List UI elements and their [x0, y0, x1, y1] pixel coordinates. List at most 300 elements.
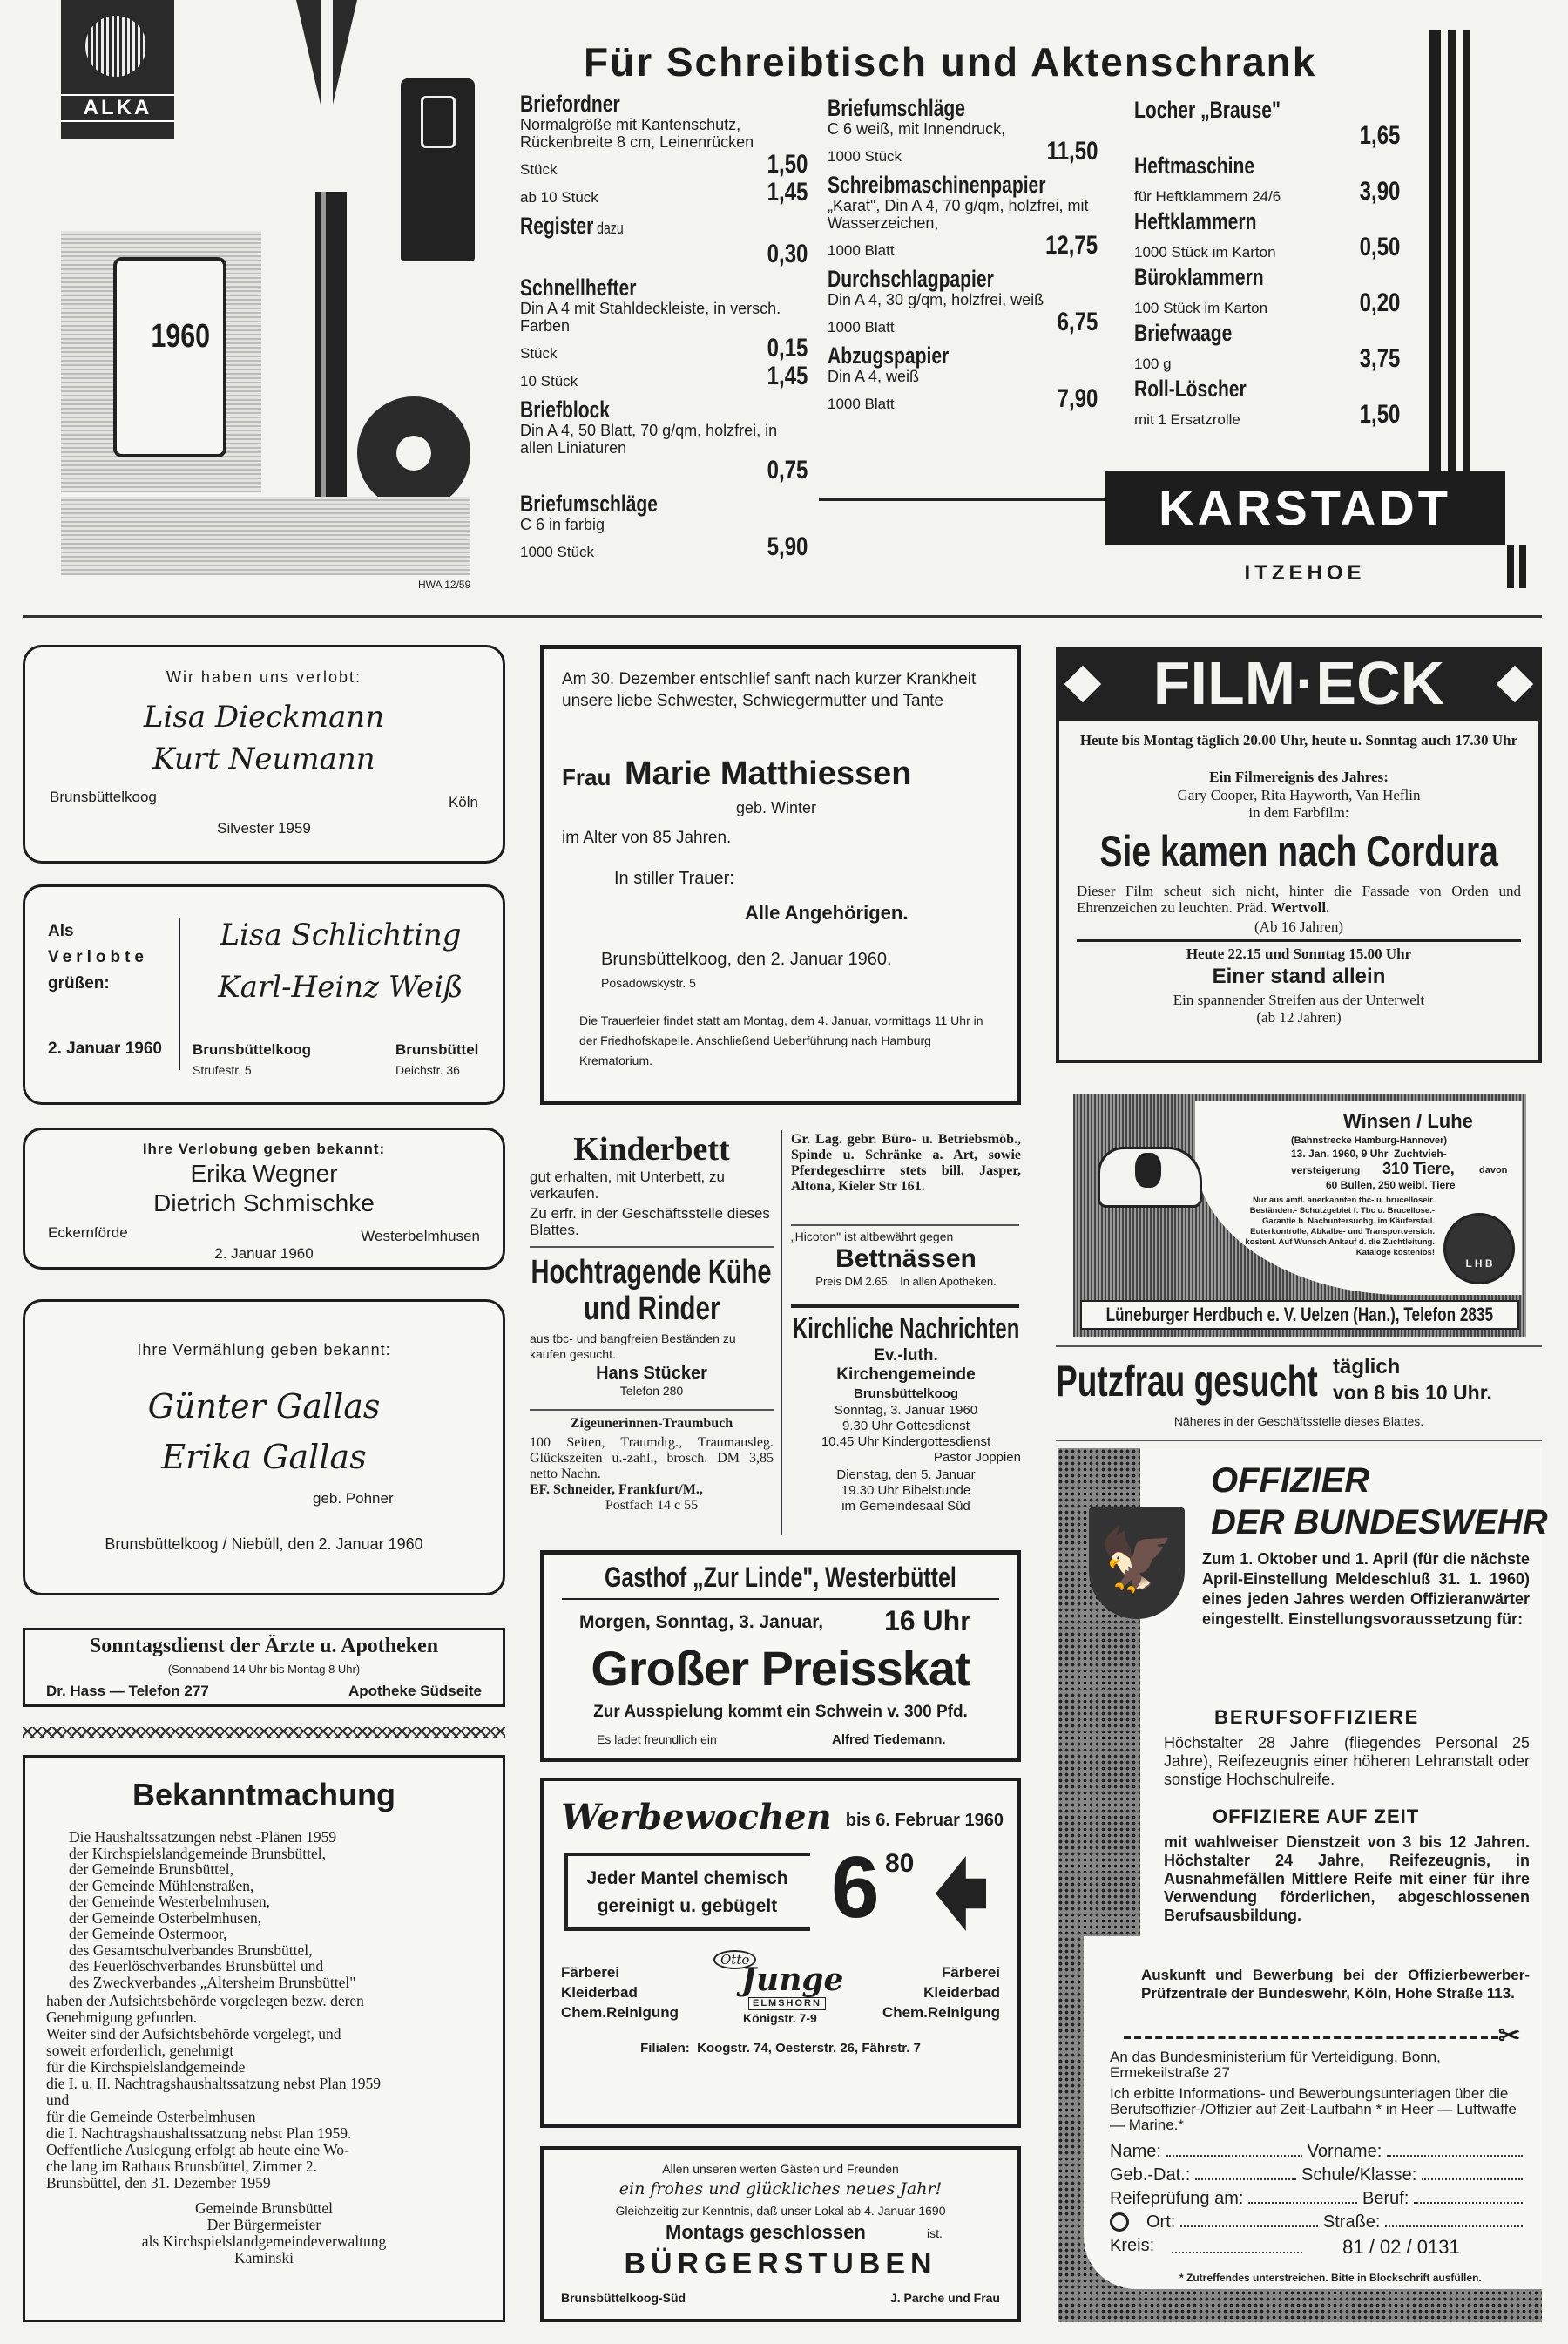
decorative-vertical-bars-lower [1507, 545, 1533, 588]
text-line: Färberei [941, 1964, 1000, 1981]
divider [1056, 1440, 1542, 1441]
offer-line-1: Jeder Mantel chemisch [586, 1868, 788, 1888]
kinderbett-title: Kinderbett [573, 1131, 730, 1168]
new-year-wish: ein frohes und glückliches neues Jahr! [618, 2179, 943, 2198]
price-item [1134, 376, 1400, 429]
notice-date: 2. Januar 1960 [48, 1040, 162, 1058]
church-place: Brunsbüttelkoog [854, 1386, 958, 1401]
hicoton-intro: „Hicoton" ist altbewährt gegen [791, 1230, 954, 1243]
bride-name: Erika Wegner [190, 1160, 338, 1187]
cow-illustration [1098, 1147, 1202, 1208]
item-price: 1,45 [767, 178, 808, 207]
profession-label: Beruf: [1362, 2189, 1409, 2208]
item-price: 1,50 [1359, 400, 1400, 429]
film-age: (Ab 16 Jahren) [1254, 918, 1343, 935]
officer-intro: Zum 1. Oktober und 1. April (für die nächste April-Einstellung Meldeschluß 31. 1. 1960) eines jeden Jahres werden Offizieranwärter eingestellt. Einstellungsvoraussetzung für: [1202, 1550, 1530, 1628]
street-label: Straße: [1322, 2212, 1381, 2232]
street-left: Strufestr. 5 [193, 1063, 252, 1077]
price-item [828, 343, 1098, 413]
district-label: Kreis: [1110, 2236, 1155, 2255]
price-row [1134, 289, 1400, 317]
text-line: Chem.Reinigung [561, 2004, 679, 2021]
price-item [520, 275, 808, 390]
karstadt-headline: Für Schreibtisch und Aktenschrank [584, 39, 1317, 85]
kuehe-text: aus tbc- und bangfreien Beständen zu kaufen gesucht. [530, 1331, 736, 1361]
item-description: Din A 4, 50 Blatt, 70 g/qm, holzfrei, in allen Liniaturen [520, 422, 778, 457]
film-title-2: Einer stand allein [1212, 965, 1386, 988]
auction-date: 13. Jan. 1960, 9 Uhr Zuchtvieh- [1291, 1148, 1447, 1160]
text-line: im Gemeindesaal Süd [841, 1499, 970, 1514]
item-description: Din A 4, weiß [828, 368, 920, 385]
text-line: Gemeinde Brunsbüttel [195, 2199, 333, 2217]
bride-name: Lisa Dieckmann [143, 700, 385, 735]
item-unit: 1000 Blatt [828, 396, 895, 412]
text-line: die I. Nachtragshaushaltssatzung nebst Plan 1959. [46, 2124, 352, 2142]
event-date: Morgen, Sonntag, 3. Januar, [579, 1612, 824, 1632]
tape-roll-icon [357, 396, 470, 510]
circle-checkbox[interactable] [1110, 2212, 1129, 2232]
engagement-intro: Ihre Verlobung geben bekannt: [142, 1141, 386, 1157]
shaded-backdrop [61, 497, 470, 575]
item-unit: 100 g [1134, 356, 1172, 372]
birthdate-label: Geb.-Dat.: [1110, 2165, 1191, 2185]
church-news [791, 1311, 1021, 1514]
restaurant-owners: J. Parche und Frau [889, 2291, 1000, 2305]
item-price: 0,15 [767, 334, 808, 362]
item-unit: für Heftklammern 24/6 [1134, 188, 1281, 205]
place-right: Westerbelmhusen [361, 1228, 480, 1244]
item-price: 1,45 [767, 362, 808, 390]
text-line: 10.45 Uhr Kindergottesdienst [821, 1434, 991, 1449]
host-name: Alfred Tiedemann. [832, 1732, 946, 1747]
temp-officer-heading: OFFIZIERE AUF ZEIT [1213, 1805, 1420, 1827]
career-officer-heading: BERUFSOFFIZIERE [1214, 1706, 1420, 1728]
public-notice-bekanntmachung [23, 1755, 505, 2322]
calendar-year: 1960 [151, 318, 211, 355]
item-unit: 10 Stück [520, 373, 578, 390]
text-line: des Zweckverbandes „Altersheim Brunsbüttel" [69, 1973, 356, 1991]
city-field[interactable] [1180, 2212, 1318, 2227]
divider [791, 1304, 1019, 1308]
decorative-vertical-bars [1429, 30, 1481, 471]
wedding-place-date: Brunsbüttelkoog / Niebüll, den 2. Januar 1960 [105, 1535, 423, 1553]
service-hours: (Sonnabend 14 Uhr bis Montag 8 Uhr) [167, 1663, 361, 1676]
price-row [520, 179, 808, 207]
text-line: Die Haushaltssatzungen nebst -Plänen 1959 [69, 1828, 337, 1846]
ink-bottle-icon [401, 78, 475, 261]
item-price: 0,75 [767, 456, 808, 484]
scissors-icon[interactable]: ✂ [1498, 2022, 1521, 2050]
place-date: Brunsbüttelkoog, den 2. Januar 1960. [601, 950, 892, 969]
item-unit: 1000 Blatt [828, 319, 895, 335]
text-line: Sonntag, 3. Januar 1960 [834, 1403, 978, 1418]
item-unit: 1000 Blatt [828, 242, 895, 259]
kuehe-contact: Hans Stücker [596, 1364, 707, 1383]
traumbuch-title: Zigeunerinnen-Traumbuch [570, 1416, 733, 1431]
item-price: 11,50 [1046, 137, 1098, 166]
item-description: Normalgröße mit Kantenschutz, Rückenbreite 8 cm, Leinenrücken [520, 116, 754, 151]
traumbuch-ad [530, 1416, 774, 1514]
church-title: Kirchliche Nachrichten [792, 1312, 1020, 1345]
kinderbett-info: Zu erfr. in der Geschäftsstelle dieses Blattes. [530, 1205, 770, 1238]
item-unit: mit 1 Ersatzrolle [1134, 411, 1240, 428]
item-name: Briefumschläge [828, 95, 966, 121]
item-name: Briefordner [520, 91, 620, 117]
price-row [1134, 178, 1400, 206]
text-line: des Feuerlöschverbandes Brunsbüttel und [69, 1957, 324, 1975]
item-name: Heftklammern [1134, 208, 1257, 234]
price-cents: 80 [885, 1849, 915, 1878]
temp-officer-text: mit wahlweiser Dienstzeit von 3 bis 12 Jahren. Höchstalter 24 Jahre, Reifezeugnis, in Ausnahmefällen Mittlere Reife mit einer für ihre Verwendung förderlichen, abgeschlossenen Berufsausbildung. [1164, 1833, 1530, 1924]
price-row [1134, 122, 1400, 150]
price-row [520, 240, 808, 268]
vertical-rule [781, 1130, 782, 1535]
item-name: Register dazu [520, 213, 624, 239]
text-line: haben der Aufsichtsbehörde vorgelegen bezw. deren [46, 1992, 364, 2009]
street-field[interactable] [1385, 2212, 1523, 2227]
animal-split: 60 Bullen, 250 weibl. Tiere [1326, 1179, 1456, 1191]
place-left: Brunsbüttelkoog [50, 789, 157, 805]
price-item [1134, 265, 1400, 317]
logo-street: Königstr. 7-9 [743, 2011, 817, 2025]
text-line: die I. u. II. Nachtragshaushaltssatzung nebst Plan 1959 [46, 2075, 381, 2092]
putzfrau-when-2: von 8 bis 10 Uhr. [1333, 1381, 1492, 1404]
kinderbett-ad [530, 1130, 774, 1238]
pharmacy-on-duty: Apotheke Südseite [348, 1683, 482, 1699]
school-field[interactable] [1422, 2165, 1523, 2180]
maiden-name: geb. Winter [736, 799, 817, 816]
film-cast: Gary Cooper, Rita Hayworth, Van Heflin [1177, 787, 1421, 803]
church-sunday [791, 1403, 1021, 1450]
diamond-icon [1064, 666, 1101, 702]
item-unit: 1000 Stück im Karton [1134, 244, 1276, 261]
auction-conditions: Nur aus amtl. anerkannten tbc- u. brucelloseir. Beständen.- Schutzgebiet f. Tbc u. Brucellose.- Garantie b. Nachuntersuchg. im Käuferstall. Euterkontrolle, Abkalbe- und Transportversich. kostenl. Auf Wunsch Ankauf d. die Zuchtleitung. Kataloge kostenlos! [1245, 1196, 1435, 1257]
price-row [520, 151, 808, 179]
closed-suffix: ist. [927, 2226, 943, 2240]
vorname-field[interactable] [1387, 2142, 1523, 2157]
item-name: Abzugspapier [828, 342, 950, 369]
auction-place: Winsen / Luhe [1343, 1110, 1473, 1132]
medical-service-notice [23, 1628, 505, 1707]
hicoton-title: Bettnässen [835, 1244, 977, 1273]
alka-ink-box-illustration [61, 0, 174, 139]
engagement-notice-wegner [23, 1128, 505, 1270]
divider [530, 1409, 774, 1411]
bundeswehr-officer-ad [1058, 1448, 1548, 2322]
item-price: 3,75 [1359, 344, 1400, 373]
obituary-matthiessen [540, 645, 1021, 1105]
coupon-form [1110, 2138, 1528, 2259]
showtimes-2: Heute 22.15 und Sonntag 15.00 Uhr [1186, 945, 1412, 962]
career-officer-text: Höchstalter 28 Jahre (fliegendes Personal 25 Jahre), Reifezeugnis einer höheren Lehranstalt oder sonstige Hochschulreife. [1164, 1734, 1530, 1788]
arrow-left-icon [936, 1856, 986, 1931]
kinderbett-text: gut erhalten, mit Unterbett, zu verkaufen. [530, 1169, 725, 1202]
putzfrau-when-1: täglich [1333, 1355, 1401, 1379]
service-title: Sonntagsdienst der Ärzte u. Apotheken [89, 1635, 439, 1657]
wedding-notice-gallas [23, 1299, 505, 1595]
coupon-recipient: An das Bundesministerium für Verteidigung, Bonn, Ermekeilstraße 27 [1110, 2049, 1441, 2081]
restaurant-name: BÜRGERSTUBEN [624, 2247, 937, 2280]
branches: Filialen: Koogstr. 74, Oesterstr. 26, Fährstr. 7 [640, 2041, 921, 2056]
coupon-request: Ich erbitte Informations- und Bewerbungsunterlagen über die Berufsoffizier-/Offizier auf Zeit-Laufbahn * in Heer — Luftwaffe — Marine.* [1110, 2085, 1517, 2133]
price-row [520, 362, 808, 390]
restaurant-location: Brunsbüttelkoog-Süd [561, 2291, 686, 2305]
diamond-icon [1497, 666, 1533, 702]
church-sub-1: Ev.-luth. [874, 1346, 938, 1365]
district-field[interactable] [1172, 2236, 1302, 2253]
price-row [1134, 234, 1400, 261]
werbewochen-ad [540, 1778, 1021, 2128]
text-line: 19.30 Uhr Bibelstunde [841, 1483, 971, 1498]
herdbuch-footer: Lüneburger Herdbuch e. V. Uelzen (Han.), Telefon 2835 [1080, 1300, 1519, 1330]
film-rating: Wertvoll. [1270, 899, 1330, 916]
zigzag-border [23, 1727, 505, 1738]
item-description: „Karat", Din A 4, 70 g/qm, holzfrei, mit Wasserzeichen, [828, 197, 1089, 232]
film-age-2: (ab 12 Jahren) [1256, 1009, 1342, 1026]
auction-route: (Bahnstrecke Hamburg-Hannover) [1291, 1135, 1448, 1146]
closing-notice: Gleichzeitig zur Kenntnis, daß unser Lokal ab 4. Januar 1690 [615, 2204, 946, 2218]
text-line: der Gemeinde Ostermoor, [69, 1925, 227, 1942]
notice-date: Silvester 1959 [217, 820, 311, 837]
hwa-code: HWA 12/59 [418, 579, 471, 591]
price-row [1134, 345, 1400, 373]
karstadt-city: ITZEHOE [1244, 561, 1366, 585]
price-column-1 [520, 91, 808, 568]
price-row [828, 308, 1098, 336]
showtimes: Heute bis Montag täglich 20.00 Uhr, heute u. Sonntag auch 17.30 Uhr [1079, 732, 1518, 749]
price-row [828, 232, 1098, 260]
price-row [520, 533, 808, 561]
place-right: Brunsbüttel [395, 1041, 479, 1058]
item-description: Din A 4 mit Stahldeckleiste, in versch. Farben [520, 300, 781, 335]
price-row [828, 138, 1098, 166]
doctor-on-duty: Dr. Hass — Telefon 277 [46, 1683, 209, 1699]
price-row [520, 457, 808, 484]
price-row [520, 335, 808, 362]
text-line: des Gesamtschulverbandes Brunsbüttel, [69, 1941, 313, 1959]
divider [1077, 939, 1521, 942]
item-price: 5,90 [767, 532, 808, 561]
item-name: Büroklammern [1134, 264, 1264, 290]
item-price: 1,65 [1359, 121, 1400, 150]
notice-list [69, 1829, 355, 1990]
divider [791, 1224, 1019, 1226]
name-field[interactable] [1166, 2142, 1302, 2157]
lhb-seal: L H B [1443, 1213, 1515, 1284]
graduation-label: Reifeprüfung am: [1110, 2189, 1244, 2208]
price-item [1134, 209, 1400, 261]
item-name: Durchschlagpapier [828, 266, 994, 292]
film-description: Dieser Film scheut sich nicht, hinter die Fassade von Orden und Ehrenzeichen zu leuchten. Präd. Wertvoll. [1077, 883, 1521, 916]
traumbuch-text: 100 Seiten, Traumdtg., Traumausleg. Glückszeiten u.-zahl., brosch. DM 3,85 netto Nachn. [530, 1435, 774, 1481]
kuehe-title-2: und Rinder [583, 1291, 720, 1327]
connector-line [819, 498, 1106, 501]
kuehe-ad [530, 1254, 774, 1398]
coupon-code: 81 / 02 / 0131 [1342, 2236, 1460, 2258]
animal-count: 310 Tiere, [1382, 1160, 1455, 1177]
invite-text: Es ladet freundlich ein [597, 1732, 717, 1746]
logo-name: Junge [741, 1961, 844, 1998]
item-name: Schreibmaschinenpapier [828, 172, 1046, 198]
price-main: 6 [831, 1839, 880, 1936]
text-line: Kleiderbad [923, 1984, 1000, 2001]
item-name: Schnellhefter [520, 274, 637, 301]
jasper-ad: Gr. Lag. gebr. Büro- u. Betriebsmöb., Spinde u. Schränke a. Art, sowie Pferdegeschirre stets bill. Jasper, Altona, Kieler Str 161. [791, 1132, 1021, 1194]
groom-name: Karl-Heinz Weiß [218, 970, 463, 1005]
engagement-notice-schlichting [23, 884, 505, 1105]
herdbuch-auction-ad [1073, 1094, 1526, 1337]
deceased-name: Marie Matthiessen [625, 755, 912, 792]
event-time: 16 Uhr [884, 1605, 971, 1636]
price-item [520, 213, 808, 268]
calendar-illustration [61, 231, 261, 492]
text-line: als Kirchspielslandgemeindeverwaltung [141, 2232, 387, 2250]
item-price: 0,30 [767, 240, 808, 268]
film-title: Sie kamen nach Cordura [1099, 827, 1498, 876]
price-item [1134, 98, 1400, 150]
karstadt-logo: KARSTADT [1105, 471, 1505, 545]
funeral-info: Die Trauerfeier findet statt am Montag, dem 4. Januar, vormittags 11 Uhr in der Friedhofskapelle. Anschließend Ueberführung nach Hamburg Krematorium. [579, 1013, 983, 1067]
item-price: 7,90 [1057, 384, 1098, 413]
putzfrau-title: Putzfrau gesucht [1056, 1357, 1318, 1406]
gasthof-title: Gasthof „Zur Linde", Westerbüttel [605, 1562, 956, 1593]
item-price: 6,75 [1057, 308, 1098, 336]
place-left: Brunsbüttelkoog [193, 1041, 311, 1058]
item-name: Briefumschläge [520, 491, 659, 517]
bride-maiden-name: geb. Pohner [313, 1490, 394, 1507]
divider [530, 1246, 774, 1248]
bride-name: Lisa Schlichting [220, 918, 462, 952]
name-label: Name: [1110, 2142, 1161, 2161]
cut-line [1124, 2036, 1498, 2039]
otto-junge-logo [713, 1950, 857, 2029]
film-format: in dem Farbfilm: [1248, 804, 1349, 821]
vertical-divider [179, 918, 180, 1070]
coupon-footnote: * Zutreffendes unterstreichen. Bitte in Blockschrift ausfüllen. [1179, 2272, 1482, 2284]
mourning-text: In stiller Trauer: [614, 869, 734, 888]
item-unit: 1000 Stück [828, 148, 902, 165]
notice-title: Bekanntmachung [132, 1777, 396, 1812]
price-item [520, 397, 808, 484]
traumbuch-sender: EF. Schneider, Frankfurt/M., [530, 1482, 703, 1497]
notice-signature [25, 2200, 503, 2266]
engagement-intro: Wir haben uns verlobt: [166, 668, 362, 686]
text-line: soweit erforderlich, genehmigt [46, 2042, 234, 2059]
film-eck-ad [1056, 647, 1542, 1063]
divider [1056, 1345, 1542, 1347]
text-line: der Gemeinde Westerbelmhusen, [69, 1893, 271, 1910]
profession-field[interactable] [1414, 2189, 1523, 2204]
gasthof-preisskat-ad [540, 1550, 1021, 1762]
item-name: Roll-Löscher [1134, 376, 1247, 402]
text-line: Dienstag, den 5. Januar [836, 1467, 976, 1482]
hicoton-price: Preis DM 2.65. In allen Apotheken. [815, 1275, 997, 1288]
text-line: für die Kirchspielslandgemeinde [46, 2058, 246, 2076]
werbewochen-until: bis 6. Februar 1960 [845, 1811, 1004, 1830]
intro-line-1: Als [48, 922, 74, 940]
item-unit: Stück [520, 345, 558, 362]
offer-frame [564, 1853, 810, 1931]
item-name: Briefwaage [1134, 320, 1233, 346]
engagement-notice-dieckmann [23, 645, 505, 864]
item-unit: 1000 Stück [520, 544, 595, 560]
animal-count-suffix: davon [1479, 1165, 1508, 1175]
intro-line-3: grüßen: [48, 974, 110, 992]
item-description: Din A 4, 30 g/qm, holzfrei, weiß [828, 291, 1044, 308]
groom-name: Günter Gallas [147, 1387, 381, 1426]
church-tuesday [791, 1467, 1021, 1514]
item-description: C 6 weiß, mit Innendruck, [828, 120, 1006, 138]
item-price: 0,20 [1359, 288, 1400, 317]
contact-info: Auskunft und Bewerbung bei der Offizierbewerber-Prüfzentrale der Bundeswehr, Köln, Hohe Straße 113. [1141, 1967, 1530, 2002]
text-line: Der Bürgermeister [206, 2216, 321, 2233]
buergerstuben-ad [540, 2146, 1021, 2322]
services-left [561, 1962, 679, 2022]
text-line: und [46, 2091, 70, 2109]
film-event: Ein Filmereignis des Jahres: [1209, 769, 1389, 785]
deceased-prefix: Frau [562, 764, 612, 790]
item-price: 0,50 [1359, 233, 1400, 261]
item-unit: ab 10 Stück [520, 189, 598, 206]
fountain-pen-nib-icon [296, 0, 357, 131]
price-item [520, 491, 808, 561]
karstadt-ad [0, 0, 1568, 610]
text-line: Färberei [561, 1964, 620, 1981]
item-price: 1,50 [767, 150, 808, 179]
bride-name: Erika Gallas [161, 1438, 367, 1476]
hicoton-ad [791, 1230, 1021, 1288]
film-description-2: Ein spannender Streifen aus der Unterwelt [1173, 992, 1425, 1008]
offer-line-2: gereinigt u. gebügelt [597, 1896, 778, 1916]
price-row [828, 385, 1098, 413]
age-text: im Alter von 85 Jahren. [562, 829, 732, 847]
price-column-3 [1134, 98, 1400, 432]
werbewochen-title: Werbewochen [561, 1797, 832, 1838]
item-name: Locher „Brause" [1134, 97, 1281, 123]
price-item [1134, 321, 1400, 373]
kuehe-phone: Telefon 280 [619, 1384, 684, 1398]
text-line: 9.30 Uhr Gottesdienst [842, 1419, 970, 1433]
federal-eagle-shield-icon: 🦅 [1089, 1507, 1185, 1619]
text-line: Oeffentliche Auslegung erfolgt ab heute eine Wo- [46, 2141, 349, 2158]
groom-name: Kurt Neumann [152, 742, 375, 776]
item-note: dazu [593, 220, 624, 237]
text-line: Brunsbüttel, den 31. Dezember 1959 [46, 2174, 271, 2192]
officer-title-1: OFFIZIER [1211, 1461, 1370, 1500]
gasthof-title-underline [562, 1598, 999, 1600]
text-line: der Gemeinde Osterbelmhusen, [69, 1908, 262, 1927]
school-label: Schule/Klasse: [1301, 2165, 1417, 2185]
section-divider [23, 615, 1542, 618]
intro-line-2: Verlobte [48, 948, 148, 966]
greeting-line: Allen unseren werten Gästen und Freunden [662, 2162, 899, 2176]
item-price: 3,90 [1359, 177, 1400, 206]
vorname-label: Vorname: [1307, 2142, 1382, 2161]
item-price: 12,75 [1044, 231, 1098, 260]
text-line: der Kirchspielslandgemeinde Brunsbüttel, [69, 1844, 326, 1862]
obituary-text: Am 30. Dezember entschlief sanft nach kurzer Krankheit unsere liebe Schwester, Schwiegermutter und Tante [562, 670, 977, 710]
birthdate-field[interactable] [1195, 2165, 1296, 2180]
mourners: Alle Angehörigen. [745, 902, 909, 924]
item-description: C 6 in farbig [520, 516, 605, 533]
church-sub-2: Kirchengemeinde [836, 1365, 976, 1384]
text-line: der Gemeinde Mühlenstraßen, [69, 1876, 254, 1894]
text-line: Genehmigung gefunden. [46, 2009, 198, 2026]
auction-type: versteigerung [1291, 1164, 1361, 1176]
church-pastor: Pastor Joppien [933, 1450, 1021, 1465]
graduation-field[interactable] [1248, 2189, 1357, 2204]
logo-city: ELMSHORN [748, 1997, 826, 2010]
